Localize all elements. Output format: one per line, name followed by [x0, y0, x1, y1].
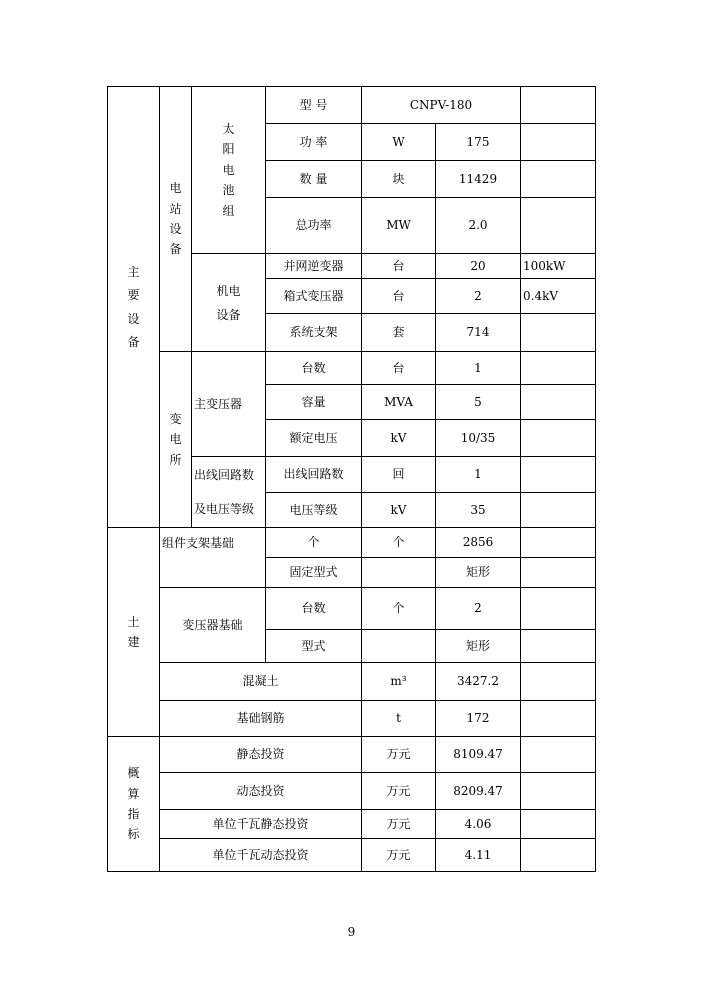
unit-cell: [362, 558, 436, 588]
section-civil: 土 建: [108, 528, 160, 737]
value-cell: 矩形: [436, 558, 521, 588]
row-label: 单位千瓦动态投资: [160, 839, 362, 872]
unit-cell: 万元: [362, 737, 436, 773]
value-cell: 矩形: [436, 630, 521, 663]
row-label: 出线回路数: [266, 457, 362, 493]
value-cell: 714: [436, 314, 521, 352]
row-label: 台数: [266, 352, 362, 385]
value-cell: 35: [436, 493, 521, 528]
note-cell: 100kW: [521, 254, 596, 279]
unit-cell: MW: [362, 198, 436, 254]
note-cell: [521, 493, 596, 528]
row-label: 单位千瓦静态投资: [160, 810, 362, 839]
note-cell: [521, 124, 596, 161]
table-row: [108, 701, 596, 737]
note-cell: [521, 773, 596, 810]
note-cell: [521, 663, 596, 701]
row-label: 型式: [266, 630, 362, 663]
value-cell: 8209.47: [436, 773, 521, 810]
row-label: 总功率: [266, 198, 362, 254]
unit-cell: 块: [362, 161, 436, 198]
note-cell: [521, 839, 596, 872]
value-cell: 4.11: [436, 839, 521, 872]
row-label: 箱式变压器: [266, 279, 362, 314]
unit-cell: 台: [362, 279, 436, 314]
section-module-foundation: 组件支架基础: [160, 528, 266, 588]
table-row: [108, 588, 596, 630]
value-cell: 2: [436, 588, 521, 630]
note-cell: [521, 737, 596, 773]
unit-cell: kV: [362, 420, 436, 457]
value-cell: 11429: [436, 161, 521, 198]
section-solar-array: 太 阳 电 池 组: [192, 87, 266, 254]
row-label: 固定型式: [266, 558, 362, 588]
value-cell: 172: [436, 701, 521, 737]
unit-cell: W: [362, 124, 436, 161]
note-cell: [521, 528, 596, 558]
section-main-transformer: 主变压器: [192, 352, 266, 457]
note-cell: [521, 198, 596, 254]
unit-cell: MVA: [362, 385, 436, 420]
value-cell: 20: [436, 254, 521, 279]
section-outgoing: 出线回路数 及电压等级: [192, 457, 266, 528]
unit-cell: 台: [362, 352, 436, 385]
note-cell: [521, 630, 596, 663]
project-spec-table: [107, 86, 596, 872]
note-cell: [521, 87, 596, 124]
section-transformer-foundation: 变压器基础: [160, 588, 266, 663]
value-cell: 2: [436, 279, 521, 314]
unit-cell: m³: [362, 663, 436, 701]
table-row: [108, 528, 596, 558]
note-cell: [521, 420, 596, 457]
unit-cell: 台: [362, 254, 436, 279]
row-label: 混凝土: [160, 663, 362, 701]
page-number: 9: [347, 925, 356, 939]
row-label: 动态投资: [160, 773, 362, 810]
row-label: 系统支架: [266, 314, 362, 352]
section-electromech: 机电 设备: [192, 254, 266, 352]
value-cell: 4.06: [436, 810, 521, 839]
value-cell: 2.0: [436, 198, 521, 254]
note-cell: [521, 352, 596, 385]
unit-cell: 回: [362, 457, 436, 493]
table-row: [108, 87, 596, 124]
note-cell: [521, 161, 596, 198]
value-cell: 1: [436, 457, 521, 493]
value-cell: 1: [436, 352, 521, 385]
unit-cell: 套: [362, 314, 436, 352]
note-cell: 0.4kV: [521, 279, 596, 314]
row-label: 电压等级: [266, 493, 362, 528]
unit-cell: 个: [362, 528, 436, 558]
note-cell: [521, 457, 596, 493]
row-label: 基础钢筋: [160, 701, 362, 737]
table-row: [108, 839, 596, 872]
unit-cell: 万元: [362, 773, 436, 810]
model-value: CNPV-180: [362, 87, 521, 124]
row-label: 静态投资: [160, 737, 362, 773]
unit-cell: [362, 630, 436, 663]
note-cell: [521, 385, 596, 420]
row-label: 并网逆变器: [266, 254, 362, 279]
note-cell: [521, 314, 596, 352]
row-label: 容量: [266, 385, 362, 420]
table-row: [108, 773, 596, 810]
section-substation: 变 电 所: [160, 352, 192, 528]
row-label: 型 号: [266, 87, 362, 124]
note-cell: [521, 701, 596, 737]
section-main-equipment: 主 要 设 备: [108, 87, 160, 528]
unit-cell: t: [362, 701, 436, 737]
unit-cell: 万元: [362, 839, 436, 872]
value-cell: 2856: [436, 528, 521, 558]
value-cell: 5: [436, 385, 521, 420]
value-cell: 8109.47: [436, 737, 521, 773]
note-cell: [521, 810, 596, 839]
section-power-station: 电 站 设 备: [160, 87, 192, 352]
value-cell: 10/35: [436, 420, 521, 457]
row-label: 个: [266, 528, 362, 558]
unit-cell: 个: [362, 588, 436, 630]
row-label: 额定电压: [266, 420, 362, 457]
table-row: [108, 810, 596, 839]
table-row: [108, 352, 596, 385]
table-row: [108, 737, 596, 773]
note-cell: [521, 558, 596, 588]
row-label: 数 量: [266, 161, 362, 198]
unit-cell: kV: [362, 493, 436, 528]
note-cell: [521, 588, 596, 630]
unit-cell: 万元: [362, 810, 436, 839]
value-cell: 3427.2: [436, 663, 521, 701]
table-row: [108, 663, 596, 701]
row-label: 台数: [266, 588, 362, 630]
value-cell: 175: [436, 124, 521, 161]
section-budget: 概 算 指 标: [108, 737, 160, 872]
row-label: 功 率: [266, 124, 362, 161]
